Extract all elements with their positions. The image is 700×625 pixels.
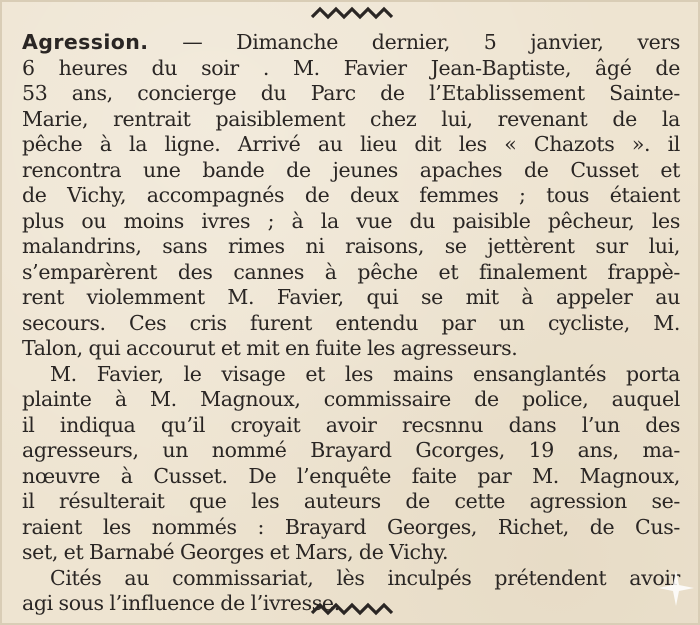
top-wave-ornament [302,4,402,22]
article-line: nœuvre à Cusset. De l’enquête faite par M. Magnoux, [22,463,680,488]
article-line: raient les nommés : Brayard Georges, Richet, de Cus- [22,514,680,539]
article-line-1: Agression. — Dimanche dernier, 5 janvier, vers [22,30,680,54]
article-line: M. Favier, le visage et les mains ensanglantés porta [50,361,680,386]
article-line: malandrins, sans rimes ni raisons, se jettèrent sur lui, [22,234,680,258]
article-line: rent violemment M. Favier, qui se mit à appeler au [22,285,680,309]
article-line: pêche à la ligne. Arrivé au lieu dit les « Chazots ». il [22,132,680,156]
article-line: il résulterait que les auteurs de cette agression se- [22,489,680,513]
bottom-wave-ornament [302,600,402,618]
article-line: il indiqua qu’il croyait avoir recsnnu dans l’un des [22,412,680,437]
article-line: s’emparèrent des cannes à pêche et finalement frappè- [22,259,680,284]
article-line: Talon, qui accourut et mit en fuite les agresseurs. [22,336,518,360]
article-body [22,30,680,617]
article-line: de Vichy, accompagnés de deux femmes ; tous étaient [22,183,680,207]
article-line: agresseurs, un nommé Brayard Gcorges, 19 ans, ma- [22,438,680,462]
article-line: plus ou moins ivres ; à la vue du paisible pêcheur, les [22,208,680,233]
article-line: rencontra une bande de jeunes apaches de Cusset et [22,157,680,182]
article-line: 53 ans, concierge du Parc de l’Etablissement Sainte- [22,81,680,105]
article-line: set, et Barnabé Georges et Mars, de Vichy. [22,540,449,564]
article-headline: Agression. [22,30,149,54]
article-line: plainte à M. Magnoux, commissaire de police, auquel [22,387,680,411]
article-line: secours. Ces cris furent entendu par un cycliste, M. [22,310,680,335]
article-line: 6 heures du soir . M. Favier Jean-Baptiste, âgé de [22,55,680,80]
sparkle-icon [656,568,696,608]
article-line: Cités au commissariat, lès inculpés prétendent avoir [50,565,680,590]
article-line: Marie, rentrait paisiblement chez lui, revenant de la [22,106,680,131]
article-line: agi sous l’influence de l’ivresse. [22,591,340,615]
